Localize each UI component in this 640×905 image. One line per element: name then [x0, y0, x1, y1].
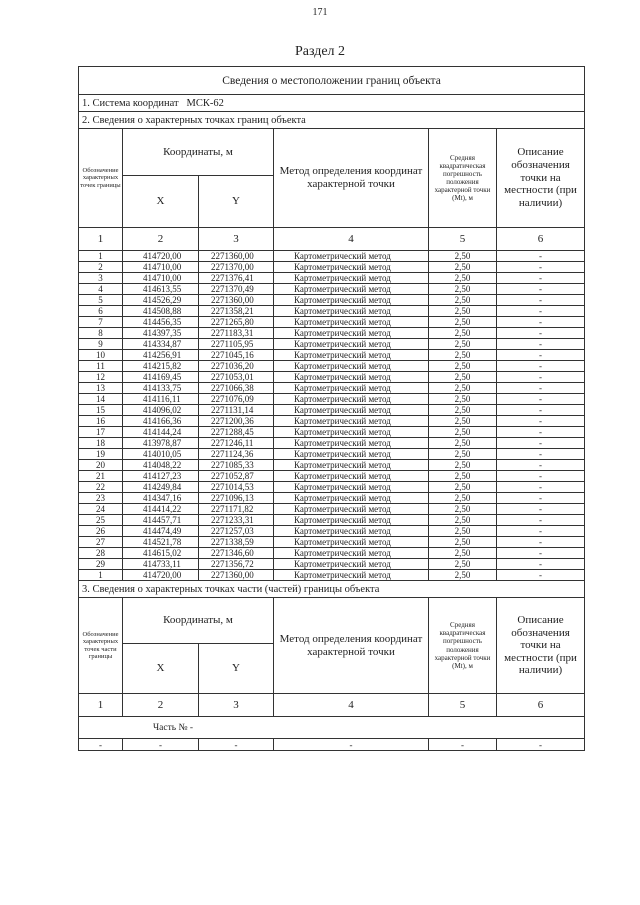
table-row — [79, 537, 585, 548]
header-y: Y — [199, 176, 274, 228]
description-cell: - — [497, 251, 585, 262]
x-coord-cell: 414508,88 — [123, 306, 199, 317]
x-coord-cell: 414127,23 — [123, 471, 199, 482]
y-coord-cell: 2271131,14 — [199, 405, 274, 416]
y-coord-cell: 2271346,60 — [199, 548, 274, 559]
description-cell: - — [497, 526, 585, 537]
x-coord-cell: 414096,02 — [123, 405, 199, 416]
description-cell: - — [497, 295, 585, 306]
description-cell: - — [497, 570, 585, 581]
table-row — [79, 361, 585, 372]
point-id-cell: 3 — [79, 273, 123, 284]
x-coord-cell: 414526,29 — [123, 295, 199, 306]
x-coord-cell: 414169,45 — [123, 372, 199, 383]
x-coord-cell: 414720,00 — [123, 570, 199, 581]
error-cell: 2,50 — [429, 537, 497, 548]
table-row — [79, 559, 585, 570]
x-coord-cell: 414720,00 — [123, 251, 199, 262]
column-number: 5 — [429, 228, 497, 251]
y-coord-cell: 2271360,00 — [199, 295, 274, 306]
description-cell: - — [497, 383, 585, 394]
table-row — [79, 504, 585, 515]
y-coord-cell: 2271265,80 — [199, 317, 274, 328]
x-coord-cell: 414474,49 — [123, 526, 199, 537]
y-coord-cell: 2271200,36 — [199, 416, 274, 427]
header3-error: Средняя квадратическая погрешность положения характерной точки (Mt), м — [429, 598, 497, 694]
table-row — [79, 493, 585, 504]
method-cell: Картометрический метод — [274, 570, 429, 581]
description-cell: - — [497, 328, 585, 339]
error-cell: 2,50 — [429, 295, 497, 306]
error-cell: 2,50 — [429, 317, 497, 328]
empty-cell: - — [123, 739, 199, 751]
error-cell: 2,50 — [429, 559, 497, 570]
y-coord-cell: 2271356,72 — [199, 559, 274, 570]
y-coord-cell: 2271360,00 — [199, 570, 274, 581]
header-point: Обозначение характерных точек границы — [79, 129, 123, 228]
x-coord-cell: 414010,05 — [123, 449, 199, 460]
error-cell: 2,50 — [429, 427, 497, 438]
x-coord-cell: 414334,87 — [123, 339, 199, 350]
method-cell: Картометрический метод — [274, 350, 429, 361]
method-cell: Картометрический метод — [274, 460, 429, 471]
description-cell: - — [497, 339, 585, 350]
column-number: 3 — [199, 694, 274, 717]
table-row — [79, 372, 585, 383]
column-number: 4 — [274, 228, 429, 251]
error-cell: 2,50 — [429, 405, 497, 416]
header3-point: Обозначение характерных точек части границы — [79, 598, 123, 694]
header3-description: Описание обозначения точки на местности (при наличии) — [497, 598, 585, 694]
x-coord-cell: 414521,78 — [123, 537, 199, 548]
point-id-cell: 18 — [79, 438, 123, 449]
error-cell: 2,50 — [429, 438, 497, 449]
table-row — [79, 394, 585, 405]
description-cell: - — [497, 471, 585, 482]
table-row — [79, 460, 585, 471]
column-number: 4 — [274, 694, 429, 717]
x-coord-cell: 414133,75 — [123, 383, 199, 394]
point-id-cell: 20 — [79, 460, 123, 471]
empty-cell: - — [497, 739, 585, 751]
table-row — [79, 438, 585, 449]
point-id-cell: 25 — [79, 515, 123, 526]
method-cell: Картометрический метод — [274, 339, 429, 350]
y-coord-cell: 2271360,00 — [199, 251, 274, 262]
method-cell: Картометрический метод — [274, 559, 429, 570]
description-cell: - — [497, 405, 585, 416]
x-coord-cell: 414048,22 — [123, 460, 199, 471]
column-number: 5 — [429, 694, 497, 717]
table-row — [79, 339, 585, 350]
description-cell: - — [497, 372, 585, 383]
column-number: 6 — [497, 694, 585, 717]
y-coord-cell: 2271096,13 — [199, 493, 274, 504]
column-number: 2 — [123, 228, 199, 251]
table-row — [79, 284, 585, 295]
description-cell: - — [497, 548, 585, 559]
description-cell: - — [497, 515, 585, 526]
table-row — [79, 251, 585, 262]
error-cell: 2,50 — [429, 449, 497, 460]
error-cell: 2,50 — [429, 471, 497, 482]
method-cell: Картометрический метод — [274, 317, 429, 328]
x-coord-cell: 414166,36 — [123, 416, 199, 427]
y-coord-cell: 2271052,87 — [199, 471, 274, 482]
point-id-cell: 8 — [79, 328, 123, 339]
point-id-cell: 1 — [79, 570, 123, 581]
error-cell: 2,50 — [429, 548, 497, 559]
table-title: Сведения о местоположении границ объекта — [79, 67, 585, 95]
error-cell: 2,50 — [429, 372, 497, 383]
x-coord-cell: 414256,91 — [123, 350, 199, 361]
table-row — [79, 295, 585, 306]
method-cell: Картометрический метод — [274, 515, 429, 526]
section-title: Раздел 2 — [294, 44, 346, 59]
y-coord-cell: 2271183,31 — [199, 328, 274, 339]
y-coord-cell: 2271066,38 — [199, 383, 274, 394]
header-description: Описание обозначения точки на местности (при наличии) — [497, 129, 585, 228]
description-cell: - — [497, 350, 585, 361]
point-id-cell: 24 — [79, 504, 123, 515]
y-coord-cell: 2271233,31 — [199, 515, 274, 526]
method-cell: Картометрический метод — [274, 273, 429, 284]
error-cell: 2,50 — [429, 350, 497, 361]
description-cell: - — [497, 449, 585, 460]
header3-y: Y — [199, 644, 274, 694]
method-cell: Картометрический метод — [274, 548, 429, 559]
method-cell: Картометрический метод — [274, 251, 429, 262]
empty-cell: - — [274, 739, 429, 751]
description-cell: - — [497, 559, 585, 570]
point-id-cell: 12 — [79, 372, 123, 383]
empty-cell: - — [79, 739, 123, 751]
error-cell: 2,50 — [429, 306, 497, 317]
method-cell: Картометрический метод — [274, 416, 429, 427]
empty-cell: - — [199, 739, 274, 751]
error-cell: 2,50 — [429, 493, 497, 504]
y-coord-cell: 2271370,00 — [199, 262, 274, 273]
y-coord-cell: 2271358,21 — [199, 306, 274, 317]
x-coord-cell: 414710,00 — [123, 273, 199, 284]
header3-method: Метод определения координат характерной точки — [274, 598, 429, 694]
header-method: Метод определения координат характерной точки — [274, 129, 429, 228]
description-cell: - — [497, 537, 585, 548]
point-id-cell: 13 — [79, 383, 123, 394]
point-id-cell: 22 — [79, 482, 123, 493]
description-cell: - — [497, 284, 585, 295]
error-cell: 2,50 — [429, 515, 497, 526]
method-cell: Картометрический метод — [274, 383, 429, 394]
error-cell: 2,50 — [429, 251, 497, 262]
table-row — [79, 416, 585, 427]
error-cell: 2,50 — [429, 394, 497, 405]
error-cell: 2,50 — [429, 416, 497, 427]
description-cell: - — [497, 317, 585, 328]
x-coord-cell: 414615,02 — [123, 548, 199, 559]
table-row — [79, 482, 585, 493]
y-coord-cell: 2271053,01 — [199, 372, 274, 383]
point-id-cell: 26 — [79, 526, 123, 537]
error-cell: 2,50 — [429, 361, 497, 372]
x-coord-cell: 414414,22 — [123, 504, 199, 515]
method-cell: Картометрический метод — [274, 438, 429, 449]
column-number: 2 — [123, 694, 199, 717]
table-row — [79, 449, 585, 460]
error-cell: 2,50 — [429, 570, 497, 581]
empty-cell: - — [429, 739, 497, 751]
method-cell: Картометрический метод — [274, 471, 429, 482]
x-coord-cell: 414613,55 — [123, 284, 199, 295]
method-cell: Картометрический метод — [274, 262, 429, 273]
header-coords: Координаты, м — [123, 129, 274, 176]
y-coord-cell: 2271076,09 — [199, 394, 274, 405]
point-id-cell: 5 — [79, 295, 123, 306]
table-row — [79, 471, 585, 482]
description-cell: - — [497, 273, 585, 284]
header-x: X — [123, 176, 199, 228]
point-id-cell: 28 — [79, 548, 123, 559]
table-row — [79, 548, 585, 559]
description-cell: - — [497, 427, 585, 438]
table-row — [79, 262, 585, 273]
header-error: Средняя квадратическая погрешность положения характерной точки (Mt), м — [429, 129, 497, 228]
y-coord-cell: 2271124,36 — [199, 449, 274, 460]
table-row — [79, 317, 585, 328]
description-cell: - — [497, 394, 585, 405]
x-coord-cell: 414215,82 — [123, 361, 199, 372]
description-cell: - — [497, 504, 585, 515]
method-cell: Картометрический метод — [274, 526, 429, 537]
description-cell: - — [497, 416, 585, 427]
method-cell: Картометрический метод — [274, 295, 429, 306]
column-number: 1 — [79, 694, 123, 717]
coord-system-value: МСК-62 — [186, 97, 224, 109]
error-cell: 2,50 — [429, 284, 497, 295]
x-coord-cell: 413978,87 — [123, 438, 199, 449]
x-coord-cell: 414116,11 — [123, 394, 199, 405]
point-id-cell: 6 — [79, 306, 123, 317]
point-id-cell: 17 — [79, 427, 123, 438]
point-id-cell: 14 — [79, 394, 123, 405]
column-number: 1 — [79, 228, 123, 251]
header3-coords: Координаты, м — [123, 598, 274, 644]
table-row — [79, 273, 585, 284]
x-coord-cell: 414397,35 — [123, 328, 199, 339]
description-cell: - — [497, 361, 585, 372]
table-row — [79, 570, 585, 581]
method-cell: Картометрический метод — [274, 427, 429, 438]
error-cell: 2,50 — [429, 460, 497, 471]
point-id-cell: 9 — [79, 339, 123, 350]
point-id-cell: 7 — [79, 317, 123, 328]
y-coord-cell: 2271338,59 — [199, 537, 274, 548]
error-cell: 2,50 — [429, 504, 497, 515]
y-coord-cell: 2271246,11 — [199, 438, 274, 449]
error-cell: 2,50 — [429, 273, 497, 284]
method-cell: Картометрический метод — [274, 537, 429, 548]
table-row — [79, 515, 585, 526]
y-coord-cell: 2271171,82 — [199, 504, 274, 515]
x-coord-cell: 414456,35 — [123, 317, 199, 328]
y-coord-cell: 2271257,03 — [199, 526, 274, 537]
point-id-cell: 11 — [79, 361, 123, 372]
description-cell: - — [497, 493, 585, 504]
method-cell: Картометрический метод — [274, 306, 429, 317]
table-row — [79, 427, 585, 438]
boundary-table — [78, 66, 585, 751]
point-id-cell: 29 — [79, 559, 123, 570]
description-cell: - — [497, 262, 585, 273]
y-coord-cell: 2271105,95 — [199, 339, 274, 350]
coord-system-label: 1. Система координат — [82, 97, 179, 109]
point-id-cell: 4 — [79, 284, 123, 295]
y-coord-cell: 2271085,33 — [199, 460, 274, 471]
x-coord-cell: 414457,71 — [123, 515, 199, 526]
table-row — [79, 383, 585, 394]
point-id-cell: 2 — [79, 262, 123, 273]
point-id-cell: 19 — [79, 449, 123, 460]
table-row — [79, 526, 585, 537]
y-coord-cell: 2271376,41 — [199, 273, 274, 284]
y-coord-cell: 2271045,16 — [199, 350, 274, 361]
coord-system-row — [79, 95, 585, 112]
column-number: 3 — [199, 228, 274, 251]
y-coord-cell: 2271036,20 — [199, 361, 274, 372]
method-cell: Картометрический метод — [274, 361, 429, 372]
method-cell: Картометрический метод — [274, 328, 429, 339]
description-cell: - — [497, 460, 585, 471]
method-cell: Картометрический метод — [274, 372, 429, 383]
point-id-cell: 10 — [79, 350, 123, 361]
section3-title: 3. Сведения о характерных точках части (частей) границы объекта — [79, 581, 585, 598]
y-coord-cell: 2271370,49 — [199, 284, 274, 295]
table-row — [79, 306, 585, 317]
error-cell: 2,50 — [429, 339, 497, 350]
description-cell: - — [497, 438, 585, 449]
table-row — [79, 350, 585, 361]
point-id-cell: 15 — [79, 405, 123, 416]
x-coord-cell: 414347,16 — [123, 493, 199, 504]
column-number: 6 — [497, 228, 585, 251]
error-cell: 2,50 — [429, 482, 497, 493]
y-coord-cell: 2271288,45 — [199, 427, 274, 438]
section2-title: 2. Сведения о характерных точках границ объекта — [79, 112, 585, 129]
x-coord-cell: 414249,84 — [123, 482, 199, 493]
header3-x: X — [123, 644, 199, 694]
method-cell: Картометрический метод — [274, 482, 429, 493]
page-number: 171 — [312, 7, 328, 18]
method-cell: Картометрический метод — [274, 405, 429, 416]
error-cell: 2,50 — [429, 526, 497, 537]
y-coord-cell: 2271014,53 — [199, 482, 274, 493]
method-cell: Картометрический метод — [274, 504, 429, 515]
table-row — [79, 328, 585, 339]
method-cell: Картометрический метод — [274, 394, 429, 405]
point-id-cell: 1 — [79, 251, 123, 262]
description-cell: - — [497, 306, 585, 317]
method-cell: Картометрический метод — [274, 284, 429, 295]
error-cell: 2,50 — [429, 328, 497, 339]
method-cell: Картометрический метод — [274, 449, 429, 460]
error-cell: 2,50 — [429, 383, 497, 394]
method-cell: Картометрический метод — [274, 493, 429, 504]
point-id-cell: 21 — [79, 471, 123, 482]
x-coord-cell: 414144,24 — [123, 427, 199, 438]
x-coord-cell: 414733,11 — [123, 559, 199, 570]
table-row — [79, 405, 585, 416]
point-id-cell: 23 — [79, 493, 123, 504]
point-id-cell: 27 — [79, 537, 123, 548]
part-label: Часть № - — [79, 717, 585, 739]
error-cell: 2,50 — [429, 262, 497, 273]
description-cell: - — [497, 482, 585, 493]
x-coord-cell: 414710,00 — [123, 262, 199, 273]
point-id-cell: 16 — [79, 416, 123, 427]
